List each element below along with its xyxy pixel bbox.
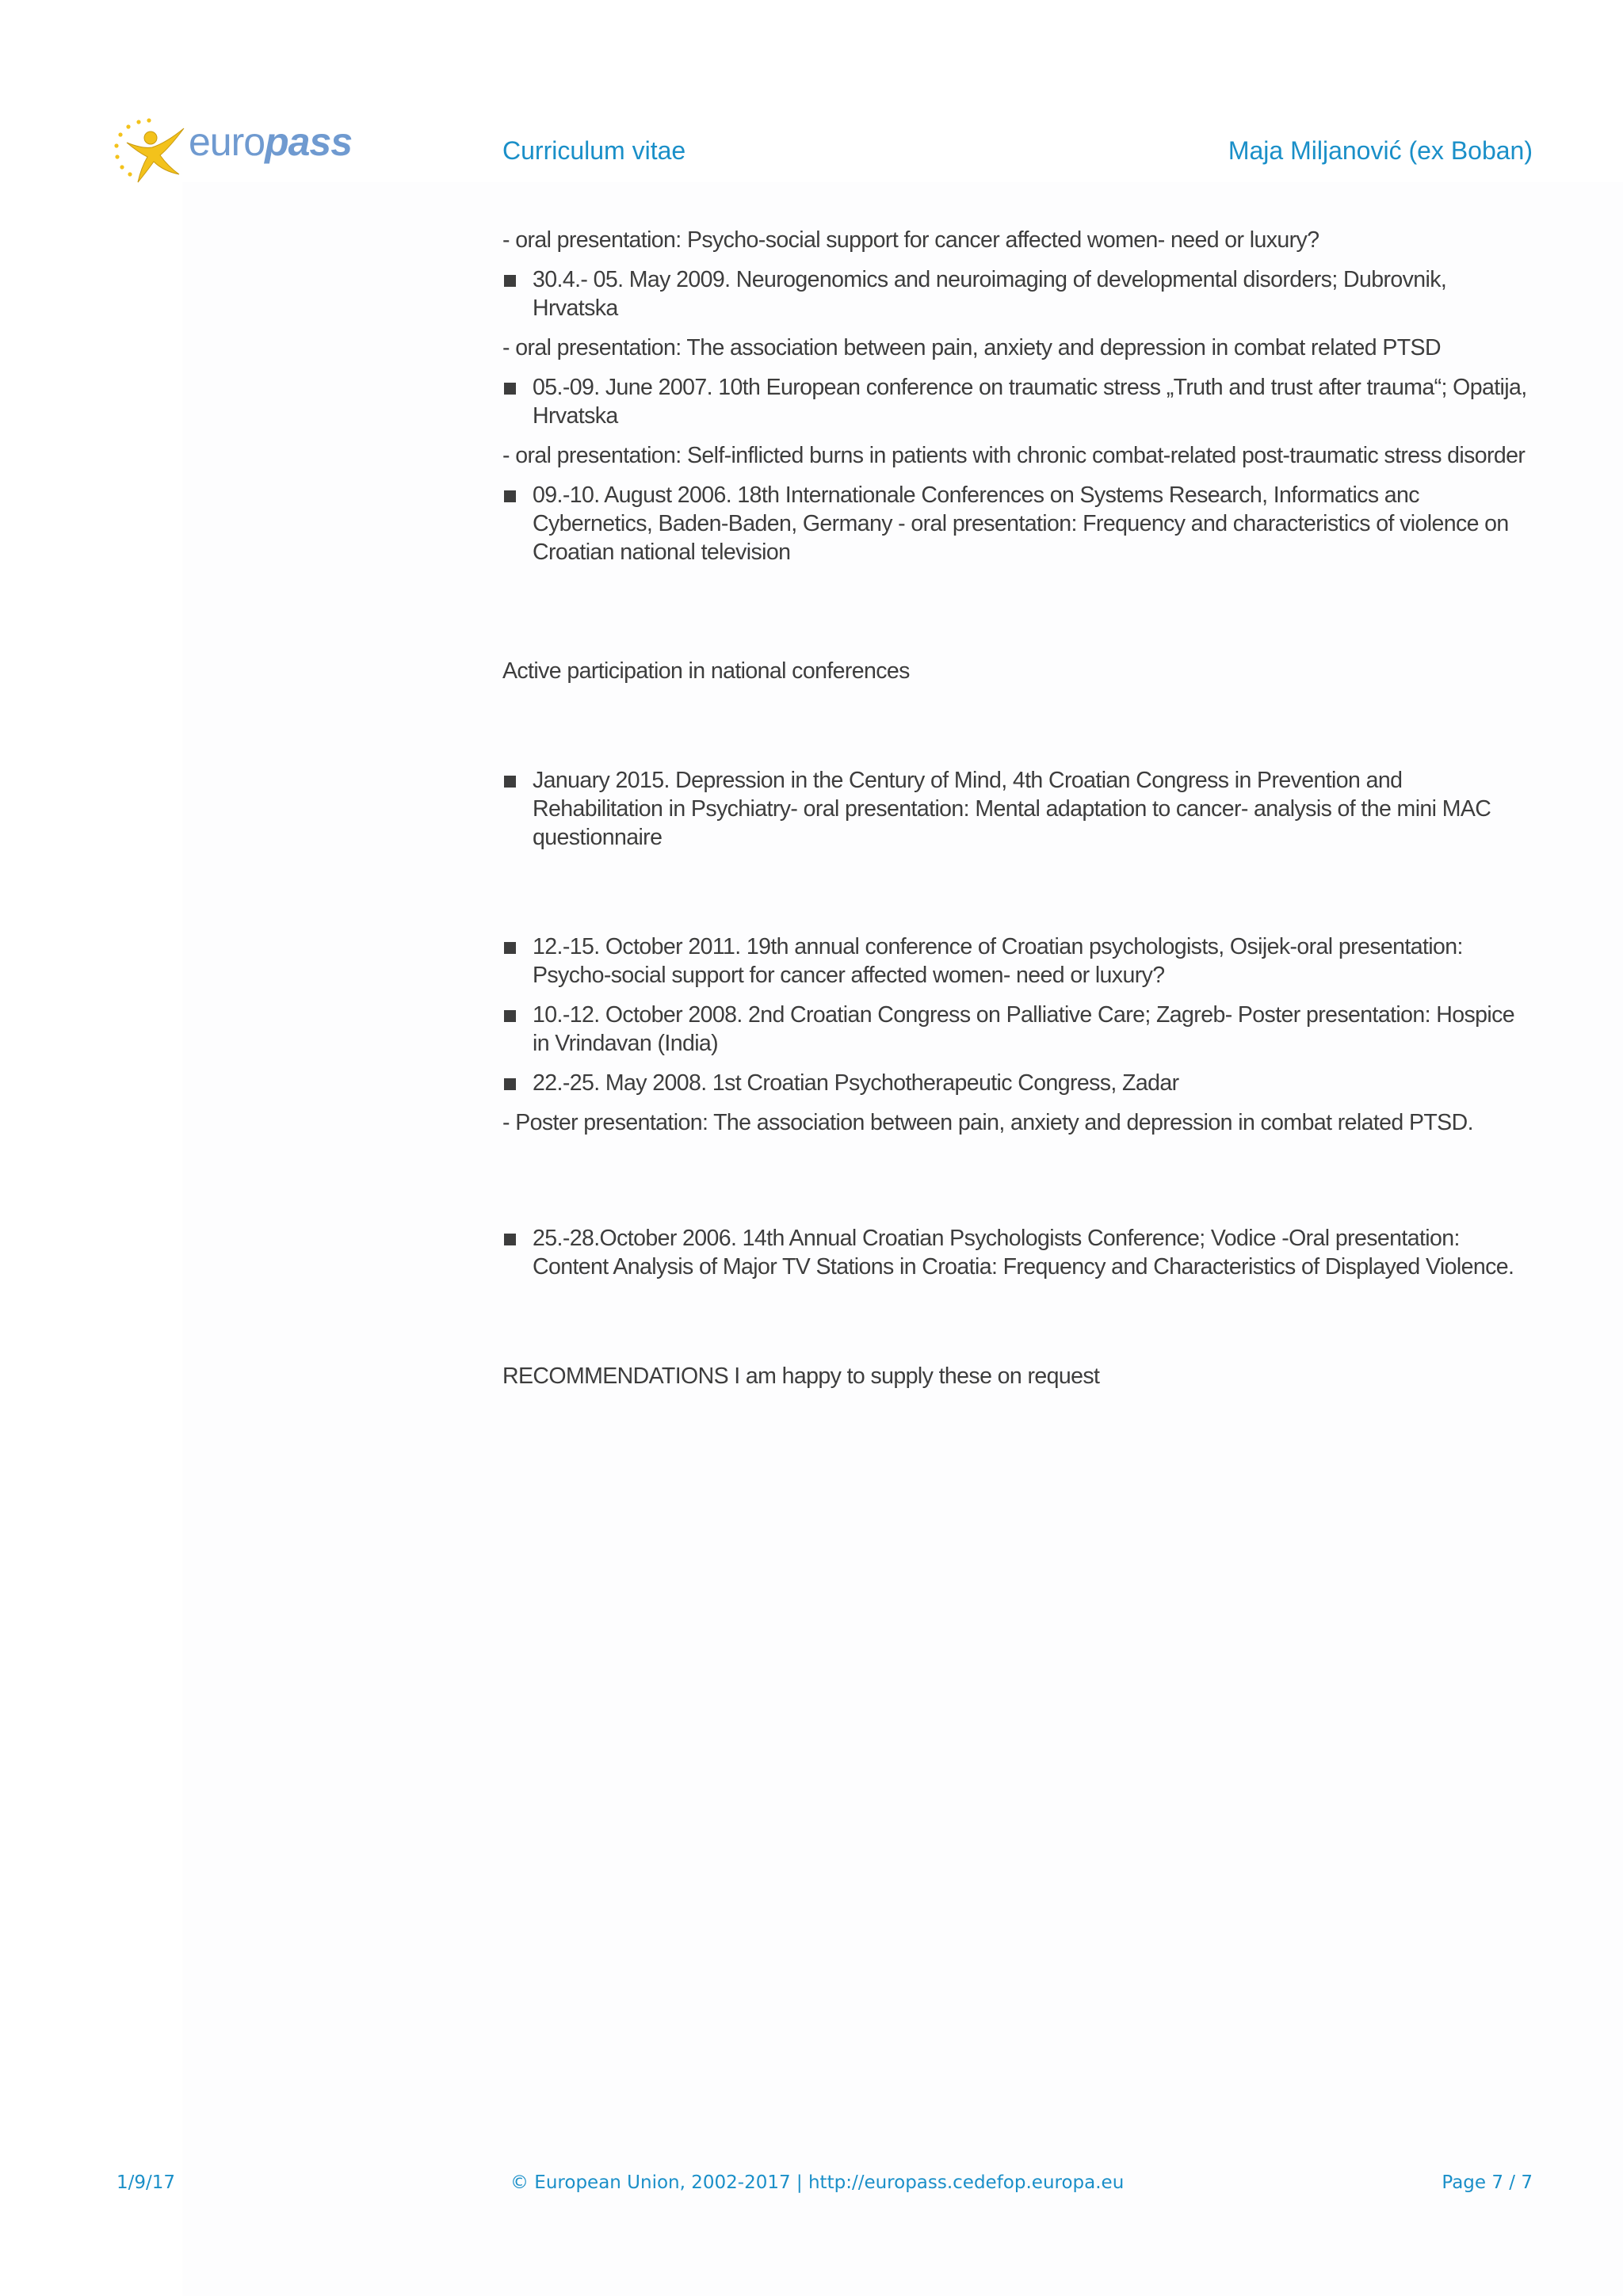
spacer — [502, 578, 1533, 657]
logo-prefix: euro — [189, 120, 265, 164]
list-item-text: 05.-09. June 2007. 10th European conference on traumatic stress „Truth and trust after trauma“; Opatija, Hrvatska — [533, 375, 1527, 429]
footer-copyright[interactable]: © European Union, 2002-2017 | http://europass.cedefop.europa.eu — [510, 2172, 1125, 2193]
list-item-text: 30.4.- 05. May 2009. Neurogenomics and neuroimaging of developmental disorders; Dubrovnik, Hrvatska — [533, 267, 1447, 321]
list-item — [502, 766, 1533, 852]
cv-content — [502, 226, 1533, 1402]
square-bullet-icon — [504, 776, 516, 788]
document-title: Curriculum vitae — [502, 136, 686, 165]
square-bullet-icon — [504, 1078, 516, 1090]
recommendations-text: RECOMMENDATIONS I am happy to supply these on request — [502, 1363, 1100, 1389]
list-item-text: 09.-10. August 2006. 18th Internationale Conferences on Systems Research, Informatics anc Cybernetics, Baden-Baden, Germany - oral presentation: Frequency and characteristics of violence on Croatian national television — [533, 482, 1509, 565]
spacer — [502, 863, 1533, 933]
section-heading-national-conferences: Active participation in national conferences — [502, 658, 910, 684]
paragraph: - oral presentation: Self-inflicted burns in patients with chronic combat-related post-traumatic stress disorder — [502, 443, 1526, 468]
list-item-text: 12.-15. October 2011. 19th annual conference of Croatian psychologists, Osijek-oral presentation: Psycho-social support for cancer affected women- need or luxury? — [533, 934, 1463, 988]
list-item — [502, 1224, 1533, 1281]
square-bullet-icon — [504, 383, 516, 395]
spacer — [502, 1148, 1533, 1224]
footer-date: 1/9/17 — [116, 2172, 176, 2193]
list-item-text: 10.-12. October 2008. 2nd Croatian Congress on Palliative Care; Zagreb- Poster presentation: Hospice in Vrindavan (India) — [533, 1002, 1515, 1056]
footer-page-number: Page 7 / 7 — [1442, 2172, 1533, 2193]
paragraph: - oral presentation: Psycho-social support for cancer affected women- need or luxury? — [502, 227, 1319, 253]
square-bullet-icon — [504, 490, 516, 502]
square-bullet-icon — [504, 942, 516, 954]
list-item-text: 22.-25. May 2008. 1st Croatian Psychotherapeutic Congress, Zadar — [533, 1070, 1179, 1096]
list-item — [502, 373, 1533, 430]
list-item — [502, 933, 1533, 990]
square-bullet-icon — [504, 1234, 516, 1245]
list-item — [502, 1001, 1533, 1058]
list-item — [502, 481, 1533, 566]
applicant-name: Maja Miljanović (ex Boban) — [1228, 136, 1533, 165]
paragraph: - Poster presentation: The association between pain, anxiety and depression in combat related PTSD. — [502, 1110, 1473, 1135]
paragraph: - oral presentation: The association between pain, anxiety and depression in combat related PTSD — [502, 335, 1441, 360]
square-bullet-icon — [504, 275, 516, 287]
logo-wordmark — [189, 119, 352, 165]
spacer — [502, 696, 1533, 766]
square-bullet-icon — [504, 1010, 516, 1022]
europass-figure-icon — [111, 111, 198, 190]
spacer — [502, 1292, 1533, 1362]
list-item-text: 25.-28.October 2006. 14th Annual Croatian Psychologists Conference; Vodice -Oral presentation: Content Analysis of Major TV Stations in Croatia: Frequency and Characteristics of Displayed Violence. — [533, 1226, 1514, 1280]
logo-suffix: pass — [265, 120, 353, 164]
europass-logo — [111, 111, 353, 190]
list-item-text: January 2015. Depression in the Century of Mind, 4th Croatian Congress in Prevention and Rehabilitation in Psychiatry- oral presentation: Mental adaptation to cancer- analysis of the mini MAC questionnaire — [533, 768, 1491, 850]
list-item — [502, 1069, 1533, 1097]
list-item — [502, 265, 1533, 322]
